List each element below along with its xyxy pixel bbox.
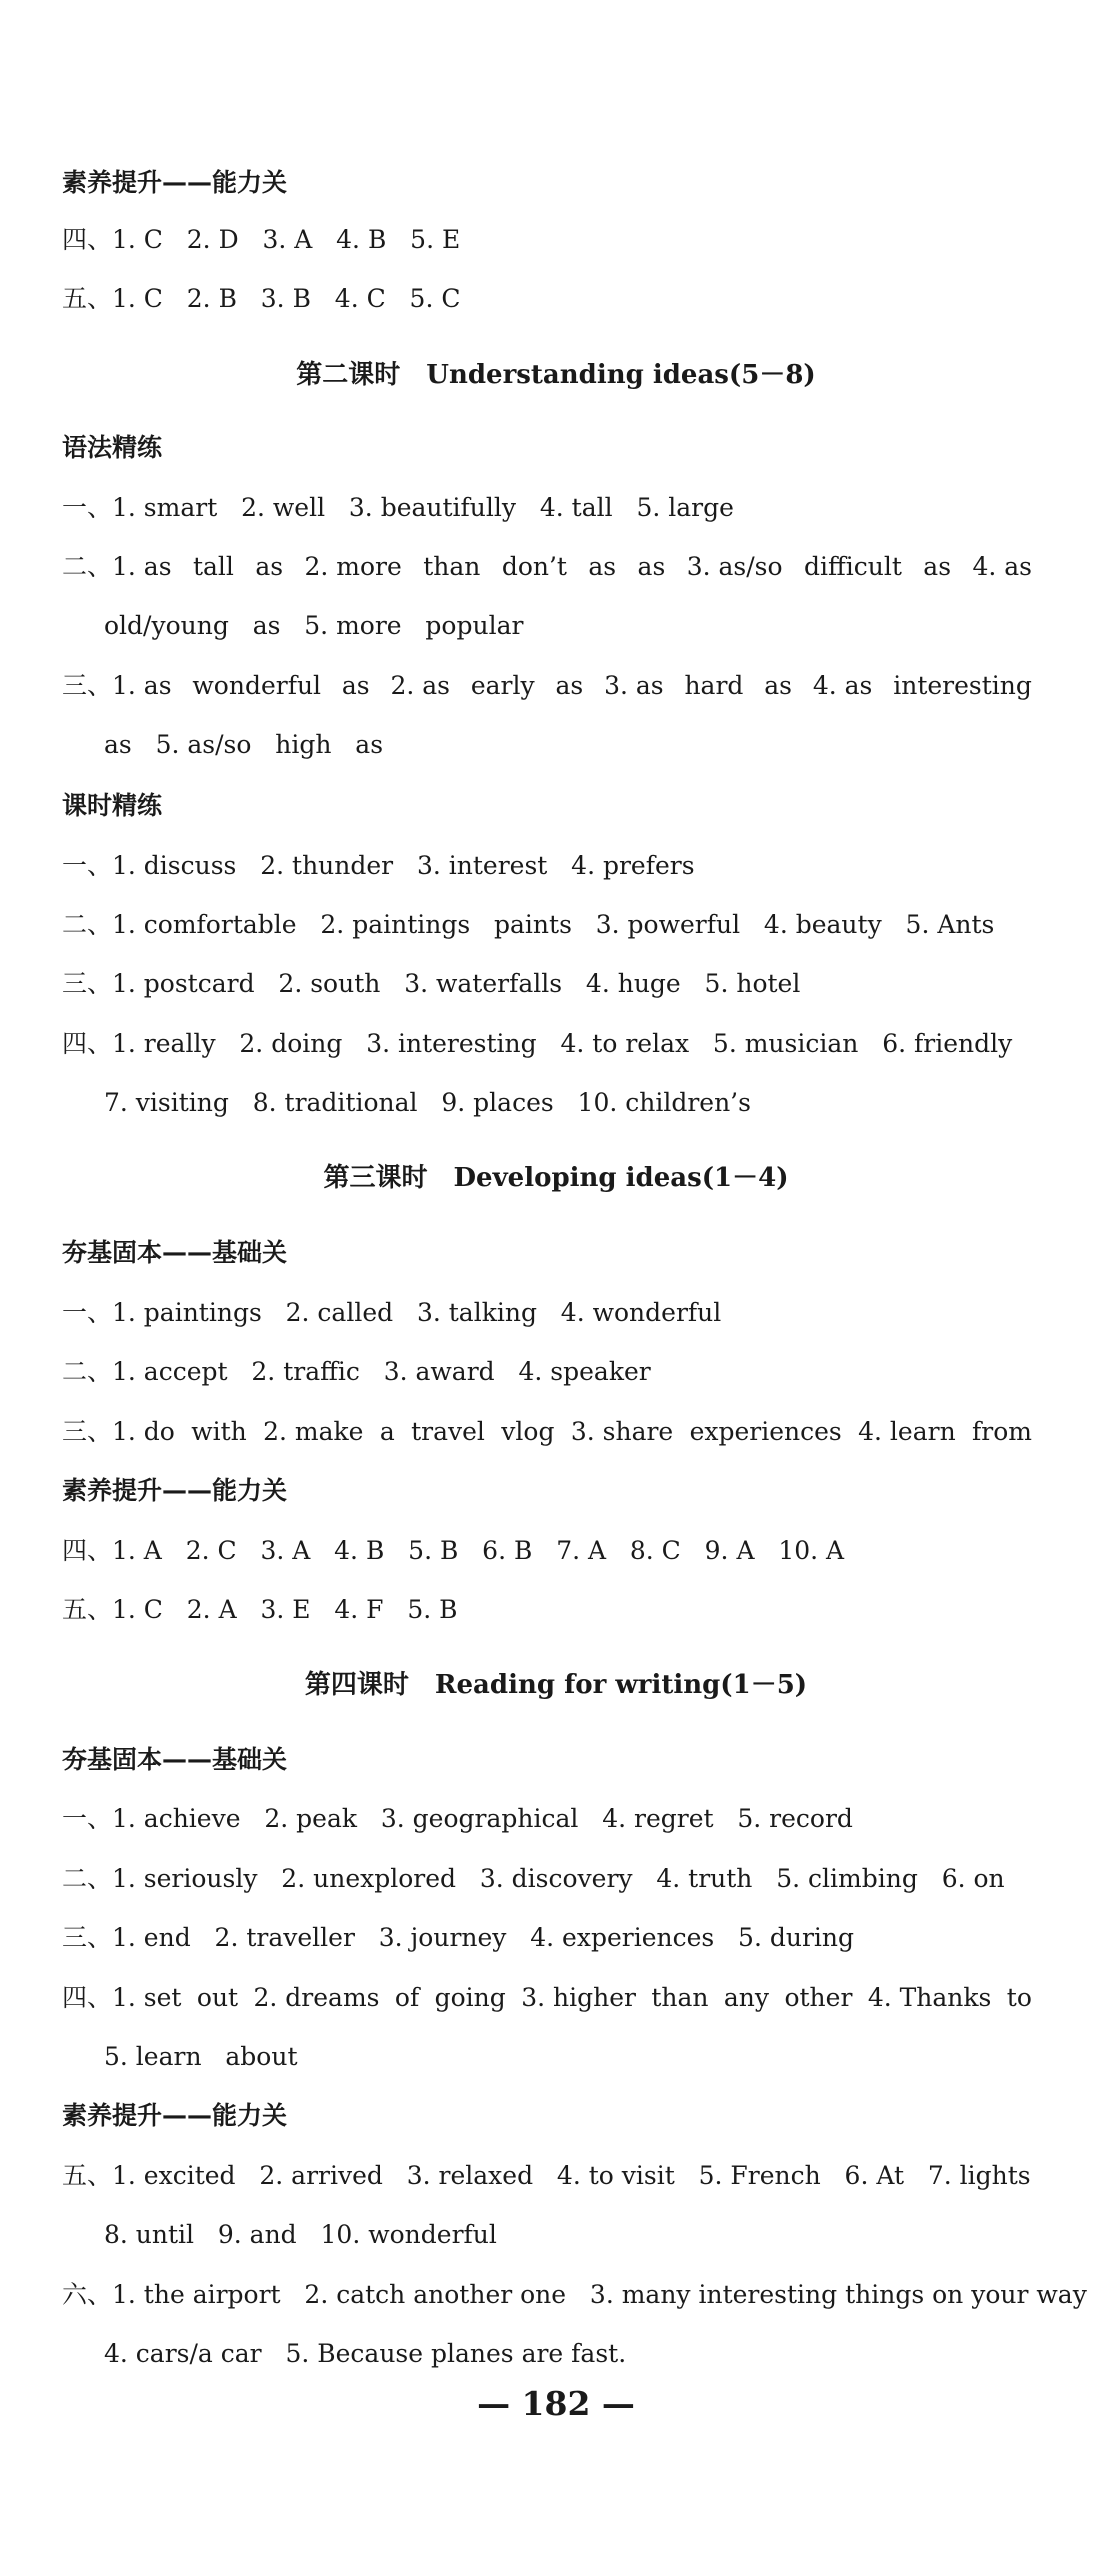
answer-word: out [196,1983,239,2012]
answer-word: 2. make [263,1417,364,1446]
answer-word: 4. as [972,552,1032,581]
answer-word: as [637,552,666,581]
answer-word: other [784,1983,853,2012]
answer-word: than [651,1983,709,2012]
answer-word: early [470,671,535,700]
answer-line: 8. until 9. and 10. wonderful [104,2220,497,2249]
section-heading-practice: 课时精练 [62,791,163,820]
answer-word: with [191,1417,247,1446]
section-heading-ability: 素养提升——能力关 [62,168,288,197]
answer-word: as [341,671,370,700]
answer-line-justified [62,669,1032,703]
lesson-title-en: Developing ideas(1－4) [453,1163,789,1193]
lesson-title-en: Reading for writing(1－5) [434,1670,808,1700]
answer-line: 三、1. end 2. traveller 3. journey 4. experiences 5. during [62,1923,855,1952]
answer-line: 二、1. comfortable 2. paintings paints 3. powerful 4. beauty 5. Ants [62,910,995,939]
answer-word: 3. as [604,671,664,700]
answer-word: of [394,1983,420,2012]
answer-line-justified [62,550,1032,584]
answer-word: 4. learn [858,1417,956,1446]
answer-word: 三、1. do [62,1417,175,1446]
answer-word: 2. more [304,552,402,581]
answer-word: vlog [501,1417,555,1446]
answer-line: 四、1. C 2. D 3. A 4. B 5. E [62,225,461,254]
answer-line: 四、1. really 2. doing 3. interesting 4. to relax 5. musician 6. friendly [62,1029,1013,1058]
answer-line: 四、1. A 2. C 3. A 4. B 5. B 6. B 7. A 8. C 9. A 10. A [62,1536,845,1565]
answer-line: 三、1. postcard 2. south 3. waterfalls 4. huge 5. hotel [62,969,801,998]
answer-word: difficult [803,552,902,581]
answer-word: 4. Thanks [867,1983,992,2012]
answer-word: than [423,552,481,581]
answer-word: as [555,671,584,700]
answer-word: as [255,552,284,581]
answer-line: 一、1. achieve 2. peak 3. geographical 4. regret 5. record [62,1804,853,1833]
section-heading-ability: 素养提升——能力关 [62,2101,288,2130]
lesson-title [0,1160,1112,1196]
answer-word: 3. share [570,1417,674,1446]
answer-line: 二、1. seriously 2. unexplored 3. discovery 4. truth 5. climbing 6. on [62,1864,1005,1893]
answer-word: a [379,1417,395,1446]
answer-line: 一、1. smart 2. well 3. beautifully 4. tall 5. large [62,493,734,522]
answer-line: 二、1. accept 2. traffic 3. award 4. speaker [62,1357,651,1386]
section-heading-ability: 素养提升——能力关 [62,1476,288,1505]
lesson-title-cn: 第四课时 [304,1670,409,1700]
answer-word: 3. as/so [686,552,783,581]
lesson-title [0,357,1112,393]
answer-word: hard [684,671,744,700]
answer-line: 五、1. C 2. A 3. E 4. F 5. B [62,1595,458,1624]
answer-word: 3. higher [521,1983,636,2012]
answer-word: 2. dreams [253,1983,380,2012]
answer-word: experiences [689,1417,842,1446]
answer-word: 二、1. as [62,552,172,581]
page-number: — 182 — [477,2384,635,2423]
answer-line: 一、1. paintings 2. called 3. talking 4. wonderful [62,1298,722,1327]
answer-word: any [723,1983,770,2012]
answer-word: to [1006,1983,1032,2012]
answer-word: from [972,1417,1032,1446]
answer-line: as 5. as/so high as [104,730,384,759]
answer-line: 5. learn about [104,2042,298,2071]
lesson-title-cn: 第二课时 [296,360,401,390]
answer-word: tall [192,552,234,581]
answer-line: 7. visiting 8. traditional 9. places 10. children’s [104,1088,751,1117]
answer-line: 五、1. excited 2. arrived 3. relaxed 4. to visit 5. French 6. At 7. lights [62,2161,1031,2190]
answer-line: old/young as 5. more popular [104,611,524,640]
answer-word: 四、1. set [62,1983,182,2012]
answer-line: 4. cars/a car 5. Because planes are fast. [104,2339,627,2368]
answer-word: going [434,1983,506,2012]
answer-line-justified [62,1415,1032,1449]
answer-word: 三、1. as [62,671,172,700]
answer-word: wonderful [192,671,322,700]
lesson-title-cn: 第三课时 [323,1163,428,1193]
answer-word: 4. as [812,671,873,700]
answer-word: don’t [501,552,567,581]
answer-word: interesting [893,671,1032,700]
section-heading-grammar: 语法精练 [62,433,163,462]
answer-line: 五、1. C 2. B 3. B 4. C 5. C [62,284,461,313]
answer-word: as [588,552,617,581]
answer-word: as [764,671,792,700]
answer-word: 2. as [390,671,451,700]
section-heading-basic: 夯基固本——基础关 [62,1745,288,1774]
lesson-title [0,1667,1112,1703]
answer-word: travel [411,1417,485,1446]
answer-line: 一、1. discuss 2. thunder 3. interest 4. prefers [62,851,695,880]
answer-line: 六、1. the airport 2. catch another one 3. many interesting things on your way [62,2280,1087,2309]
section-heading-basic: 夯基固本——基础关 [62,1238,288,1267]
lesson-title-en: Understanding ideas(5－8) [426,360,816,390]
answer-line-justified [62,1981,1032,2015]
answer-word: as [923,552,952,581]
